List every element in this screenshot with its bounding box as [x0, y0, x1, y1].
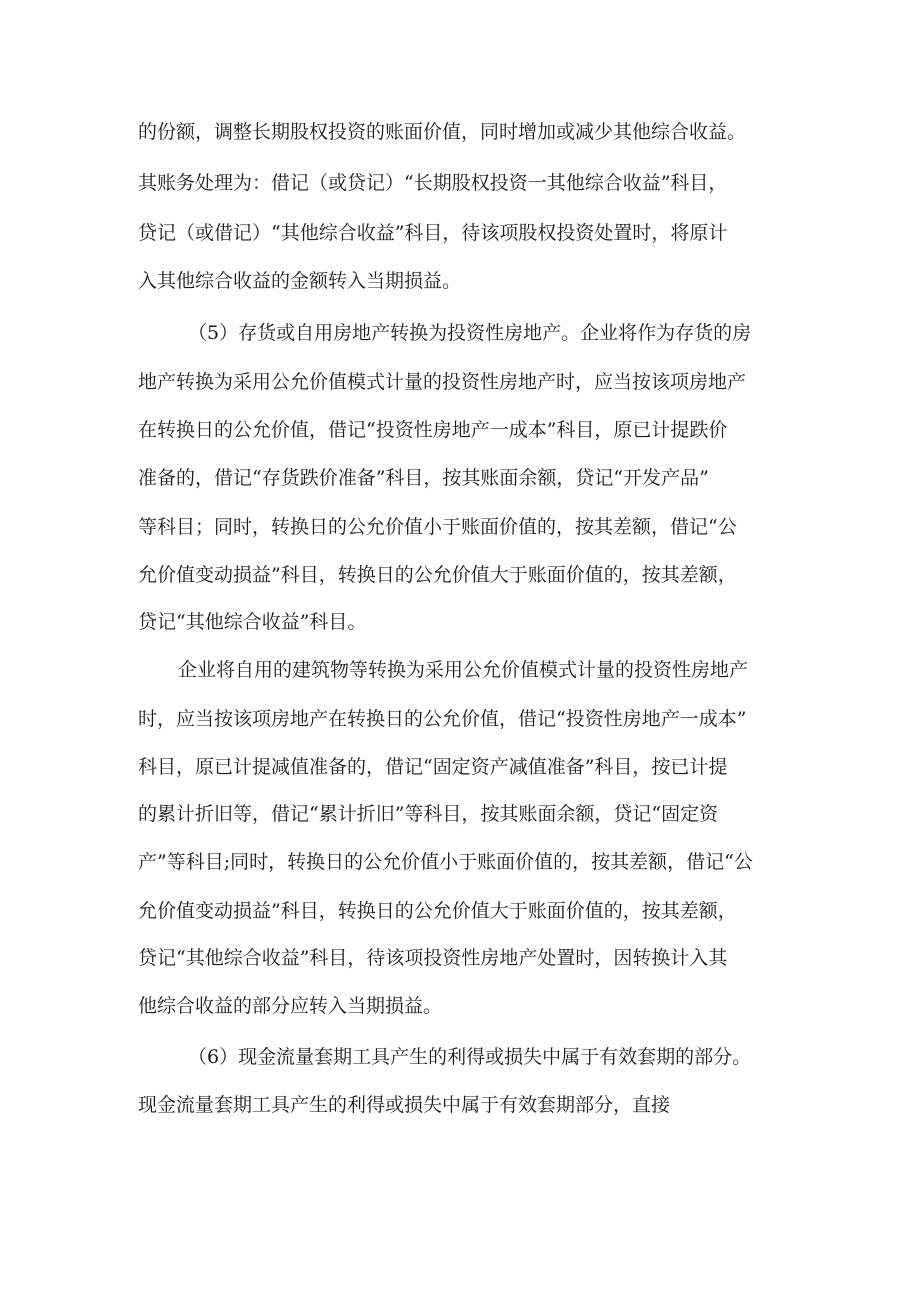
text-line: 其账务处理为：借记（或贷记）“长期股权投资一其他综合收益”科目， [138, 172, 728, 194]
text-line: 地产转换为采用公允价值模式计量的投资性房地产时，应当按该项房地产 [138, 371, 747, 393]
text-line: 产”等科目;同时，转换日的公允价值小于账面价值的，按其差额，借记“公 [138, 851, 753, 873]
text-line: 准备的，借记“存货跌价准备”科目，按其账面余额，贷记“开发产品” [138, 467, 709, 489]
text-line: （6）现金流量套期工具产生的利得或损失中属于有效套期的部分。 [188, 1046, 752, 1068]
text-line: 企业将自用的建筑物等转换为采用公允价值模式计量的投资性房地产 [178, 659, 749, 681]
text-line: 科目，原已计提减值准备的，借记“固定资产减值准备”科目，按已计提 [138, 756, 728, 778]
text-line: 的份额，调整长期股权投资的账面价值，同时增加或减少其他综合收益。 [138, 121, 747, 143]
text-line: 他综合收益的部分应转入当期损益。 [138, 995, 443, 1017]
text-line: 的累计折旧等，借记“累计折旧”等科目，按其账面余额，贷记“固定资 [138, 803, 719, 825]
text-line: 在转换日的公允价值，借记“投资性房地产一成本”科目，原已计提跌价 [138, 419, 728, 441]
text-line: 现金流量套期工具产生的利得或损失中属于有效套期部分，直接 [138, 1094, 671, 1116]
text-line: （5）存货或自用房地产转换为投资性房地产。企业将作为存货的房 [188, 322, 752, 344]
text-line: 贷记“其他综合收益”科目。 [138, 611, 367, 633]
text-line: 允价值变动损益”科目，转换日的公允价值大于账面价值的，按其差额， [138, 564, 737, 586]
text-line: 等科目；同时，转换日的公允价值小于账面价值的，按其差额，借记“公 [138, 516, 737, 538]
text-line: 时，应当按该项房地产在转换日的公允价值，借记“投资性房地产一成本” [138, 708, 747, 730]
text-line: 允价值变动损益”科目，转换日的公允价值大于账面价值的，按其差额， [138, 900, 737, 922]
text-line: 入其他综合收益的金额转入当期损益。 [138, 270, 462, 292]
text-line: 贷记“其他综合收益”科目，待该项投资性房地产处置时，因转换计入其 [138, 947, 728, 969]
text-line: 贷记（或借记）“其他综合收益”科目，待该项股权投资处置时，将原计 [138, 222, 728, 244]
